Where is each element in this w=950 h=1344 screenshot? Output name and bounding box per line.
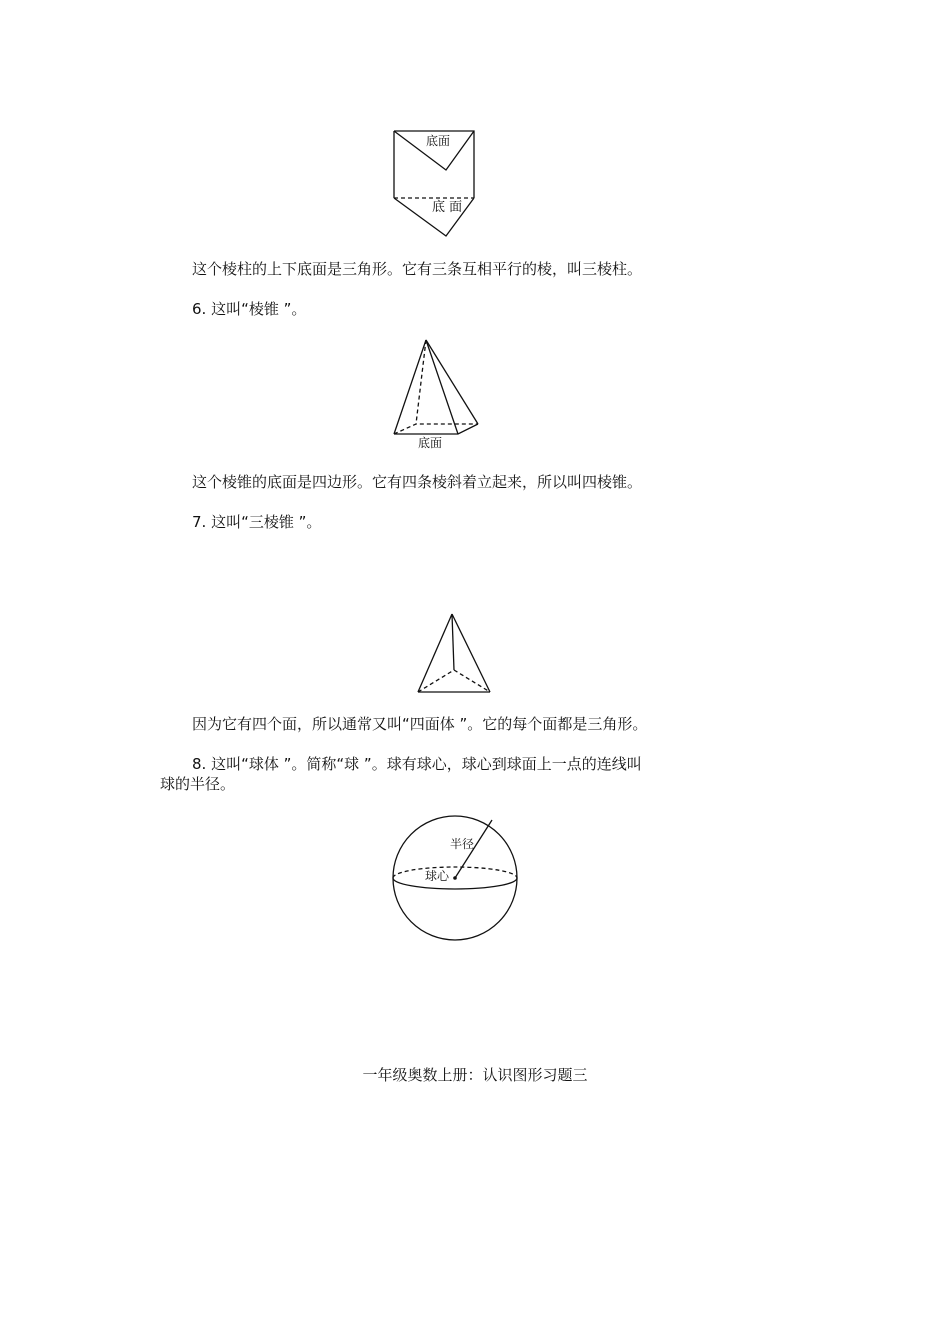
sphere-radius-label: 半径 — [450, 837, 475, 851]
square-pyramid-figure — [390, 334, 490, 454]
item-8-line-2: 球的半径。 — [160, 775, 236, 793]
sphere-center-label: 球心 — [425, 869, 450, 883]
tetrahedron-figure — [414, 609, 494, 697]
prism-bottom-base-label: 底 面 — [432, 200, 463, 215]
page-footer-title: 一年级奥数上册：认识图形习题三 — [362, 1066, 588, 1084]
sphere-figure — [388, 814, 524, 944]
item-7-heading: 7. 这叫“三棱锥 ”。 — [192, 513, 322, 531]
pyramid-description: 这个棱锥的底面是四边形。它有四条棱斜着立起来，所以叫四棱锥。 — [192, 473, 643, 491]
prism-top-base-label: 底面 — [426, 134, 451, 148]
tetrahedron-description: 因为它有四个面，所以通常又叫“四面体 ”。它的每个面都是三角形。 — [192, 715, 648, 733]
triangular-prism-figure — [388, 126, 480, 242]
item-8-line-1: 8. 这叫“球体 ”。简称“球 ”。球有球心，球心到球面上一点的连线叫 — [192, 755, 642, 773]
prism-description: 这个棱柱的上下底面是三角形。它有三条互相平行的棱，叫三棱柱。 — [192, 260, 643, 278]
pyramid-base-label: 底面 — [418, 436, 443, 450]
item-6-heading: 6. 这叫“棱锥 ”。 — [192, 300, 307, 318]
